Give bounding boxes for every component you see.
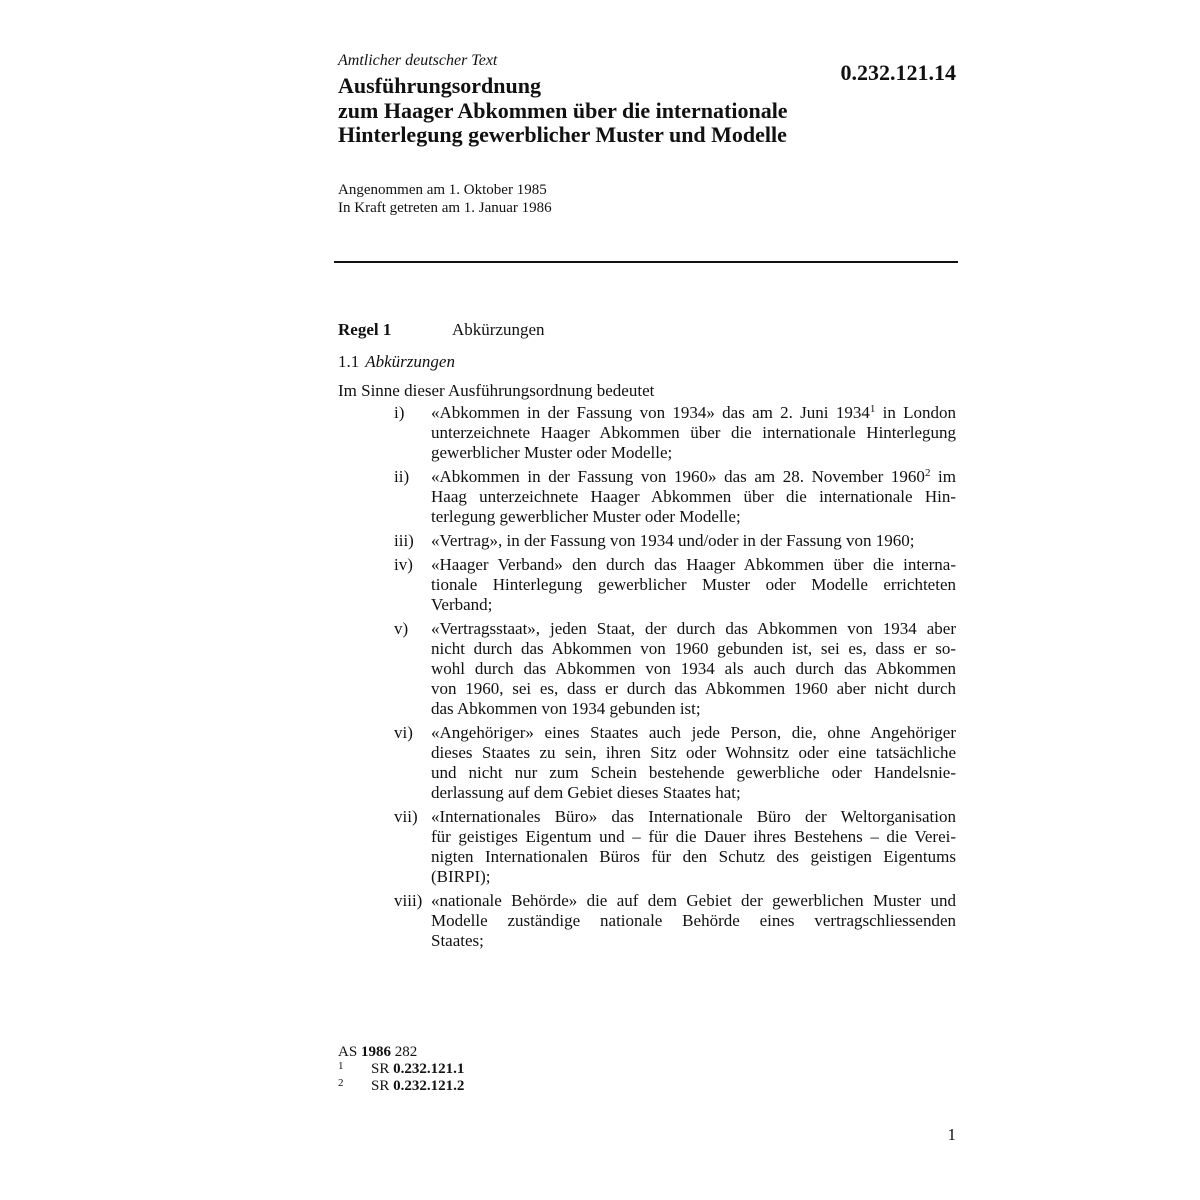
- item-line: «Haager Verband» den durch das Haager Abkommen über die interna-: [431, 555, 956, 574]
- footnote-marker[interactable]: 1: [869, 403, 876, 415]
- item-line: Verband;: [431, 595, 493, 614]
- official-text-label: Amtlicher deutscher Text: [338, 52, 498, 69]
- item-text: [431, 807, 956, 887]
- item-marker: iii): [394, 531, 414, 550]
- item-marker: viii): [394, 891, 423, 910]
- definition-item: [394, 531, 956, 551]
- item-line: [431, 403, 956, 423]
- item-line: «Internationales Büro» das Internationale Büro der Weltorganisation: [431, 807, 956, 826]
- as-reference: [338, 1044, 464, 1061]
- item-line: für geistiges Eigentum und – für die Dauer ihres Bestehens – die Verei-: [431, 827, 956, 846]
- section-number: 1.1: [338, 352, 360, 371]
- footnote-1: 1 SR 0.232.121.1: [338, 1060, 465, 1077]
- item-line: tionale Hinterlegung gewerblicher Muster oder Modelle errichteten: [431, 575, 956, 594]
- as-year: 1986: [360, 1044, 391, 1060]
- item-marker: i): [394, 403, 405, 422]
- definition-item: [394, 807, 956, 887]
- item-text: [431, 619, 956, 719]
- item-text: [431, 891, 956, 951]
- as-page: 282: [394, 1044, 418, 1060]
- footnote-2: 2 SR 0.232.121.2: [338, 1077, 465, 1094]
- item-line: (BIRPI);: [431, 867, 491, 886]
- footnote-ref: 0.232.121.1: [393, 1061, 465, 1077]
- section-heading: [338, 352, 455, 372]
- in-force-date: In Kraft getreten am 1. Januar 1986: [338, 200, 552, 216]
- item-line-text: «Abkommen in der Fassung von 1934» das am 2. Juni 1934: [431, 403, 870, 422]
- item-marker: vii): [394, 807, 418, 826]
- item-line: «nationale Behörde» die auf dem Gebiet der gewerblichen Muster und: [431, 891, 956, 910]
- rule-number: Regel 1: [338, 320, 392, 339]
- title-line: Hinterlegung gewerblicher Muster und Modelle: [338, 122, 787, 147]
- item-line: unterzeichnete Haager Abkommen über die internationale Hinterlegung: [431, 423, 956, 442]
- item-line: derlassung auf dem Gebiet dieses Staates hat;: [431, 783, 741, 802]
- item-line: von 1960, sei es, dass er durch das Abkommen 1960 aber nicht durch: [431, 679, 956, 698]
- definition-item: [394, 891, 956, 951]
- title-line: Ausführungsordnung: [338, 73, 541, 98]
- footnote-prefix: SR: [371, 1061, 390, 1077]
- item-line-text: «Abkommen in der Fassung von 1960» das am 28. November 1960: [431, 467, 925, 486]
- item-line: nicht durch das Abkommen von 1960 gebunden ist, sei es, dass er so-: [431, 639, 956, 658]
- item-marker: v): [394, 619, 409, 638]
- footnote-ref: 0.232.121.2: [393, 1078, 465, 1094]
- page-number: 1: [947, 1125, 956, 1144]
- footnote-prefix: SR: [371, 1078, 390, 1094]
- item-line: wohl durch das Abkommen von 1934 als auch durch das Abkommen: [431, 659, 956, 678]
- footnote-marker[interactable]: 2: [924, 467, 931, 479]
- item-text: [431, 555, 956, 615]
- definitions-list: [394, 403, 956, 955]
- horizontal-rule: [334, 261, 958, 263]
- definition-item: [394, 723, 956, 803]
- item-line-text: in London: [875, 403, 957, 422]
- section-intro: Im Sinne dieser Ausführungsordnung bedeutet: [338, 381, 655, 400]
- item-line: Haag unterzeichnete Haager Abkommen über die internationale Hin-: [431, 487, 956, 506]
- item-line: terlegung gewerblicher Muster oder Modelle;: [431, 507, 741, 526]
- item-marker: vi): [394, 723, 413, 742]
- item-marker: iv): [394, 555, 413, 574]
- item-text: [431, 531, 956, 551]
- item-line: Staates;: [431, 931, 484, 950]
- section-title: Abkürzungen: [365, 352, 455, 371]
- definition-item: [394, 555, 956, 615]
- item-line-text: im: [930, 467, 956, 486]
- rule-heading: [338, 320, 545, 340]
- definition-item: [394, 403, 956, 463]
- definition-item: [394, 467, 956, 527]
- footnotes: [338, 1044, 464, 1095]
- item-line: «Vertragsstaat», jeden Staat, der durch das Abkommen von 1934 aber: [431, 619, 956, 638]
- item-text: [431, 403, 956, 463]
- rule-title: Abkürzungen: [452, 320, 545, 339]
- document-title: [338, 74, 898, 148]
- sr-number: 0.232.121.14: [840, 60, 956, 85]
- adopted-date: Angenommen am 1. Oktober 1985: [338, 182, 547, 198]
- definition-item: [394, 619, 956, 719]
- item-line: [431, 467, 956, 487]
- item-line: das Abkommen von 1934 gebunden ist;: [431, 699, 701, 718]
- item-text: [431, 467, 956, 527]
- item-text: [431, 723, 956, 803]
- item-line: Modelle zuständige nationale Behörde eines vertragschliessenden: [431, 911, 956, 930]
- item-line: gewerblicher Muster oder Modelle;: [431, 443, 673, 462]
- as-prefix: AS: [338, 1044, 358, 1060]
- item-line: und nicht nur zum Schein bestehende gewerbliche oder Handelsnie-: [431, 763, 956, 782]
- item-marker: ii): [394, 467, 410, 486]
- item-line: «Vertrag», in der Fassung von 1934 und/oder in der Fassung von 1960;: [431, 531, 915, 550]
- item-line: nigten Internationalen Büros für den Schutz des geistigen Eigentums: [431, 847, 956, 866]
- item-line: dieses Staates zu sein, ihren Sitz oder Wohnsitz oder eine tatsächliche: [431, 743, 956, 762]
- dates-block: [338, 181, 552, 217]
- title-line: zum Haager Abkommen über die internationale: [338, 97, 788, 123]
- item-line: «Angehöriger» eines Staates auch jede Person, die, ohne Angehöriger: [431, 723, 956, 742]
